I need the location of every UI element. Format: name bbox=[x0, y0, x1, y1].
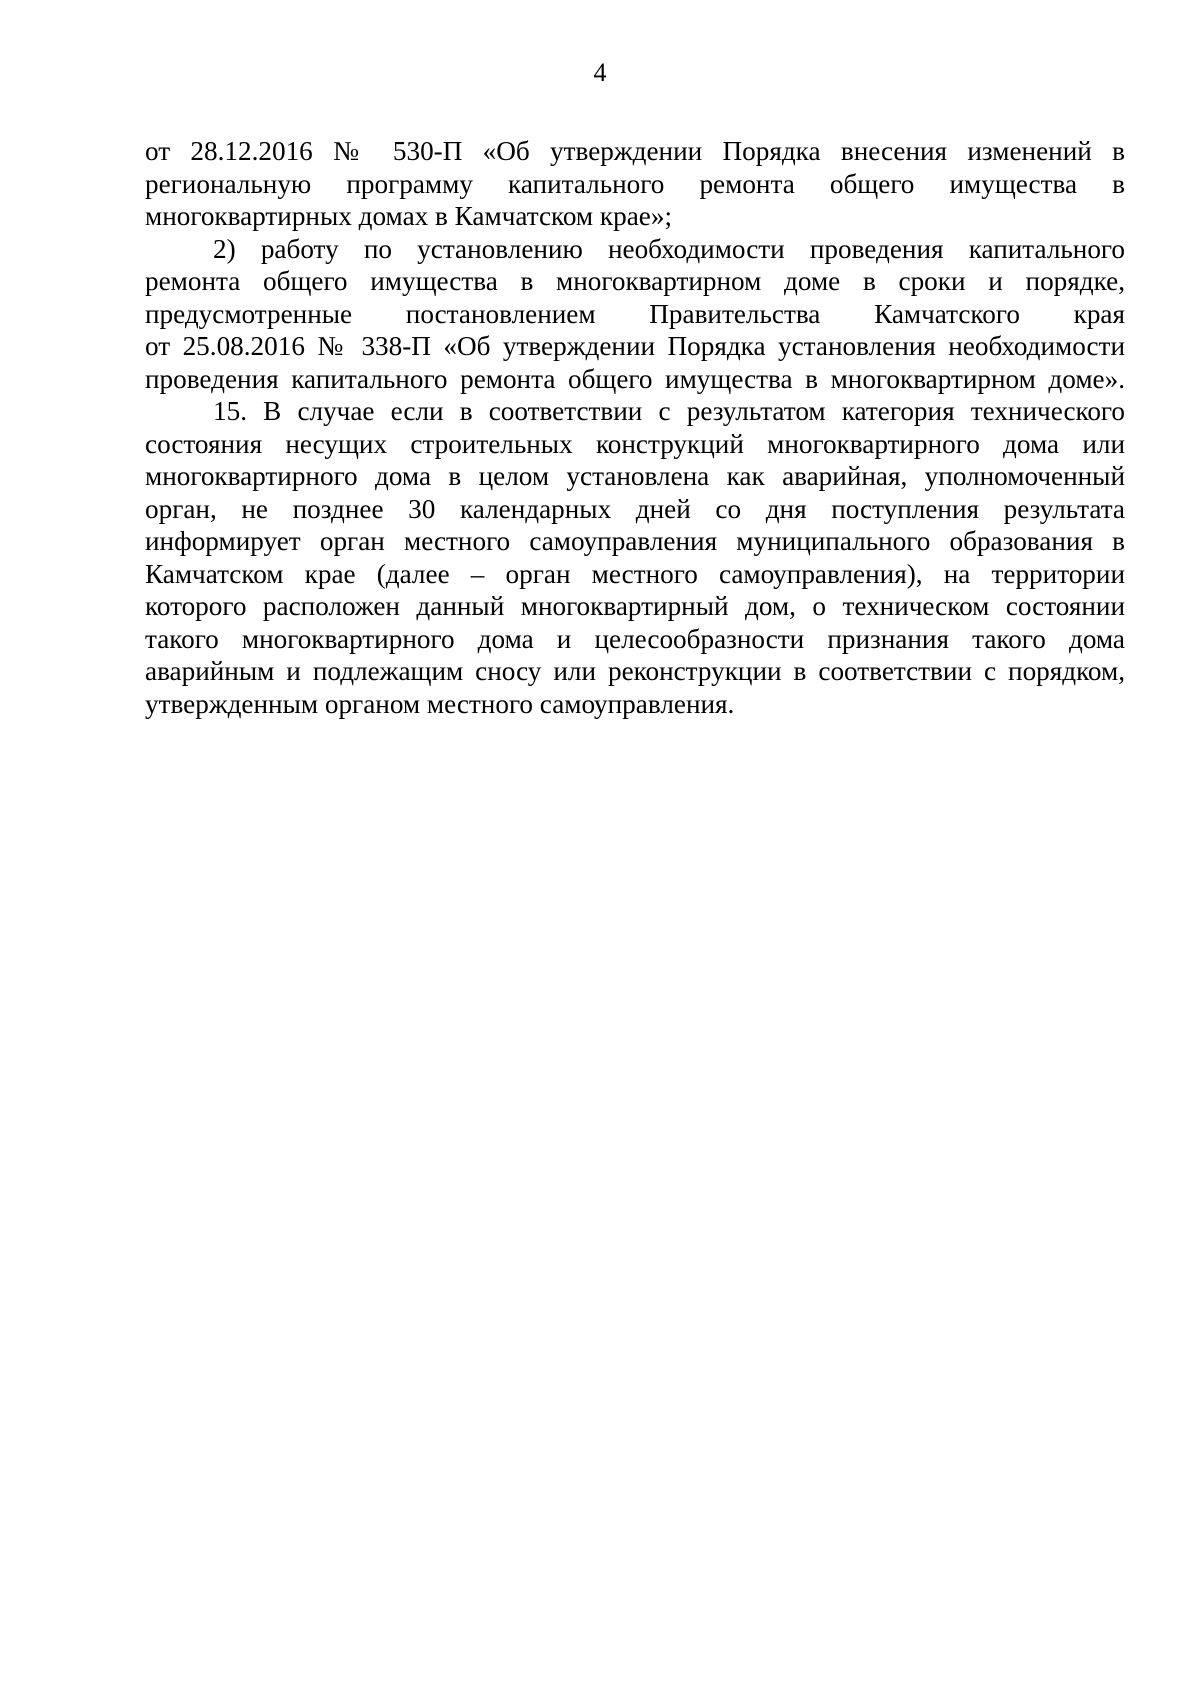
text-line: предусмотренные постановлением Правительства Камчатского края bbox=[145, 298, 1125, 329]
text-line: от 25.08.2016 № 338-П «Об утверждении Порядка установления необходимости bbox=[145, 331, 1125, 361]
text-line: 2) работу по установлению необходимости проведения капитального bbox=[213, 233, 1125, 264]
text-line: ремонта общего имущества в многоквартирном доме в сроки и порядке, bbox=[145, 266, 1125, 296]
text-line: которого расположен данный многоквартирный дом, о техническом состоянии bbox=[145, 591, 1125, 621]
text-line: Камчатском крае (далее – орган местного самоуправления), на территории bbox=[145, 558, 1125, 589]
text-line: такого многоквартирного дома и целесообразности признания такого дома bbox=[145, 623, 1125, 654]
text-line: состояния несущих строительных конструкций многоквартирного дома или bbox=[145, 428, 1125, 459]
text-line: многоквартирного дома в целом установлена как аварийная, уполномоченный bbox=[145, 461, 1125, 491]
text-line: орган, не позднее 30 календарных дней со дня поступления результата bbox=[145, 493, 1125, 524]
text-line: утвержденным органом местного самоуправления. bbox=[145, 688, 735, 719]
paragraph-item-2 bbox=[145, 233, 1125, 396]
text-line: региональную программу капитального ремонта общего имущества в bbox=[145, 168, 1125, 199]
text-line: проведения капитального ремонта общего имущества в многоквартирном доме». bbox=[145, 363, 1125, 394]
paragraph-continuation bbox=[145, 135, 1125, 233]
text-line: аварийным и подлежащим сносу или реконструкции в соответствии с порядком, bbox=[145, 656, 1125, 686]
paragraph-section-15 bbox=[145, 395, 1125, 720]
document-body bbox=[145, 135, 1125, 720]
text-line: от 28.12.2016 № 530-П «Об утверждении Порядка внесения изменений в bbox=[145, 136, 1125, 166]
page-number: 4 bbox=[593, 58, 607, 87]
text-line: многоквартирных домах в Камчатском крае»; bbox=[145, 201, 673, 231]
text-line: информирует орган местного самоуправления муниципального образования в bbox=[145, 526, 1125, 556]
text-line: 15. В случае если в соответствии с результатом категория технического bbox=[213, 396, 1125, 426]
